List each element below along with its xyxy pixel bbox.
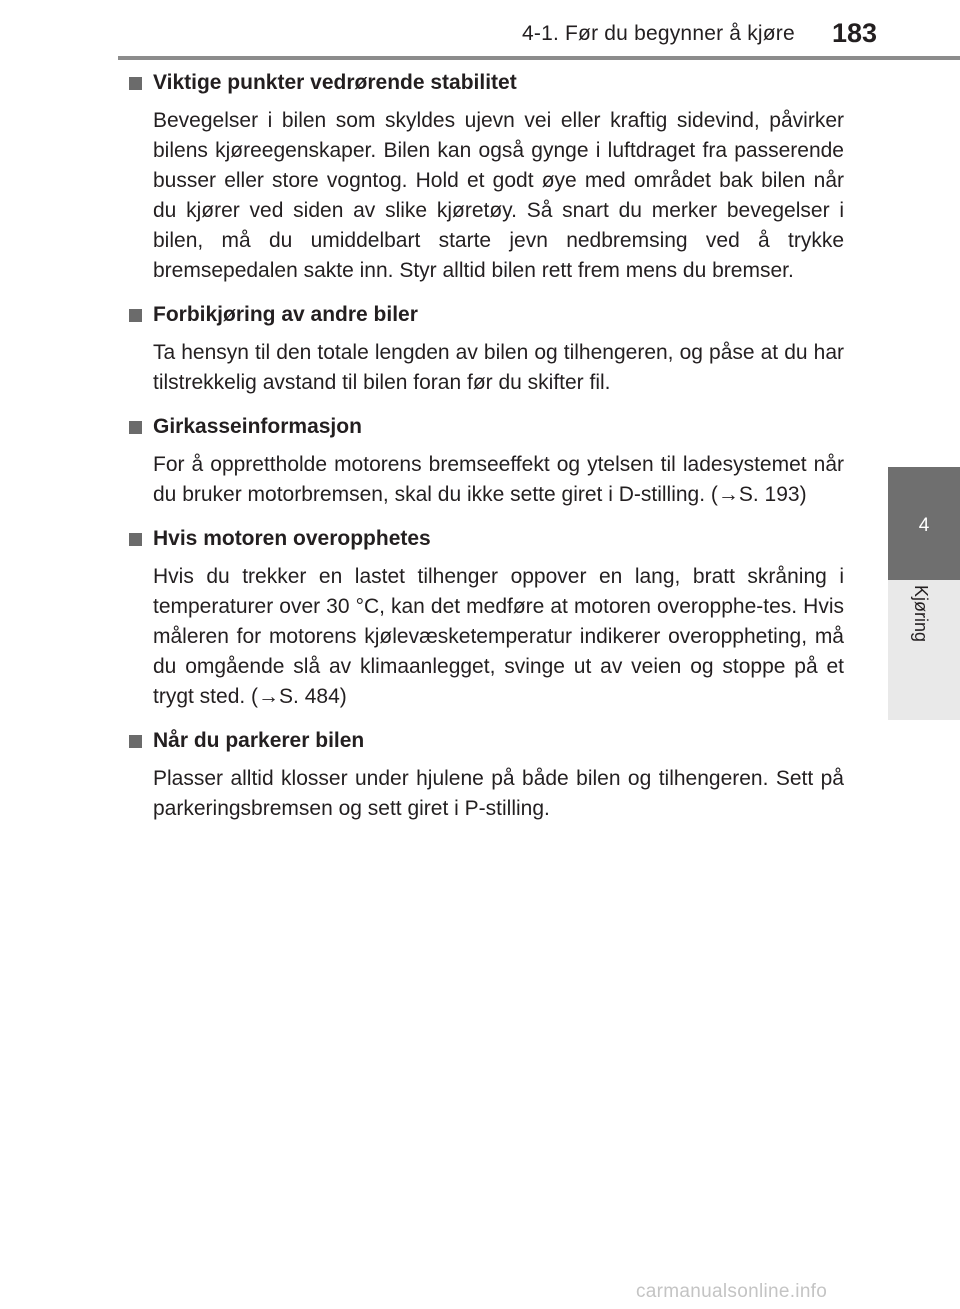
section-parking (124, 726, 844, 824)
section-body: For å opprettholde motorens bremseeffekt og ytelsen til ladesystemet når du bruker motorbremsen, skal du ikke sette giret i D-stilling. (→S. 193) (153, 453, 844, 506)
section-heading-text: Hvis motoren overopphetes (153, 527, 431, 550)
section-body: Bevegelser i bilen som skyldes ujevn vei eller kraftig sidevind, påvirker bilens kjøreegenskaper. Bilen kan også gynge i luftdraget fra passerende busser eller store vogntog. Hold et godt øye med området bak bilen når du kjører ved siden av slike kjøretøy. Så snart du merker bevegelser i bilen, må du umiddelbart starte jevn nedbremsing ved å trykke bremsepedalen sakte inn. Styr alltid bilen rett frem mens du bremser. (153, 109, 844, 282)
chapter-tab-label: Kjøring (911, 585, 931, 643)
section-heading (124, 412, 844, 442)
square-bullet-icon (129, 735, 142, 748)
section-heading-text: Når du parkerer bilen (153, 729, 365, 752)
square-bullet-icon (129, 77, 142, 90)
square-bullet-icon (129, 309, 142, 322)
section-heading (124, 300, 844, 330)
square-bullet-icon (129, 421, 142, 434)
section-heading-text: Forbikjøring av andre biler (153, 303, 418, 326)
page-content (124, 68, 844, 838)
page-number: 183 (832, 18, 878, 48)
chapter-tab-number: 4 (918, 515, 930, 536)
section-heading-text: Viktige punkter vedrørende stabilitet (153, 71, 517, 94)
section-stability (124, 68, 844, 286)
section-heading (124, 68, 844, 98)
section-body: Plasser alltid klosser under hjulene på både bilen og tilhengeren. Sett på parkeringsbremsen og sett giret i P-stilling. (153, 767, 844, 820)
section-transmission (124, 412, 844, 510)
square-bullet-icon (129, 533, 142, 546)
section-title: 4-1. Før du begynner å kjøre (522, 22, 795, 45)
section-body: Hvis du trekker en lastet tilhenger oppover en lang, bratt skråning i temperaturer over 30 °C, kan det medføre at motoren overopphe-tes. Hvis måleren for motorens kjølevæsketemperatur indikerer overoppheting, må du omgående slå av klimaanlegget, svinge ut av veien og stoppe på et trygt sted. (→S. 484) (153, 565, 844, 708)
section-heading (124, 726, 844, 756)
section-heading (124, 524, 844, 554)
section-body: Ta hensyn til den totale lengden av bilen og tilhengeren, og påse at du har tilstrekkelig avstand til bilen foran før du skifter fil. (153, 341, 844, 394)
section-overheating (124, 524, 844, 712)
section-overtaking (124, 300, 844, 398)
watermark: carmanualsonline.info (636, 1281, 828, 1302)
header-rule (118, 56, 960, 60)
section-heading-text: Girkasseinformasjon (153, 415, 362, 438)
chapter-tab[interactable] (888, 467, 960, 580)
